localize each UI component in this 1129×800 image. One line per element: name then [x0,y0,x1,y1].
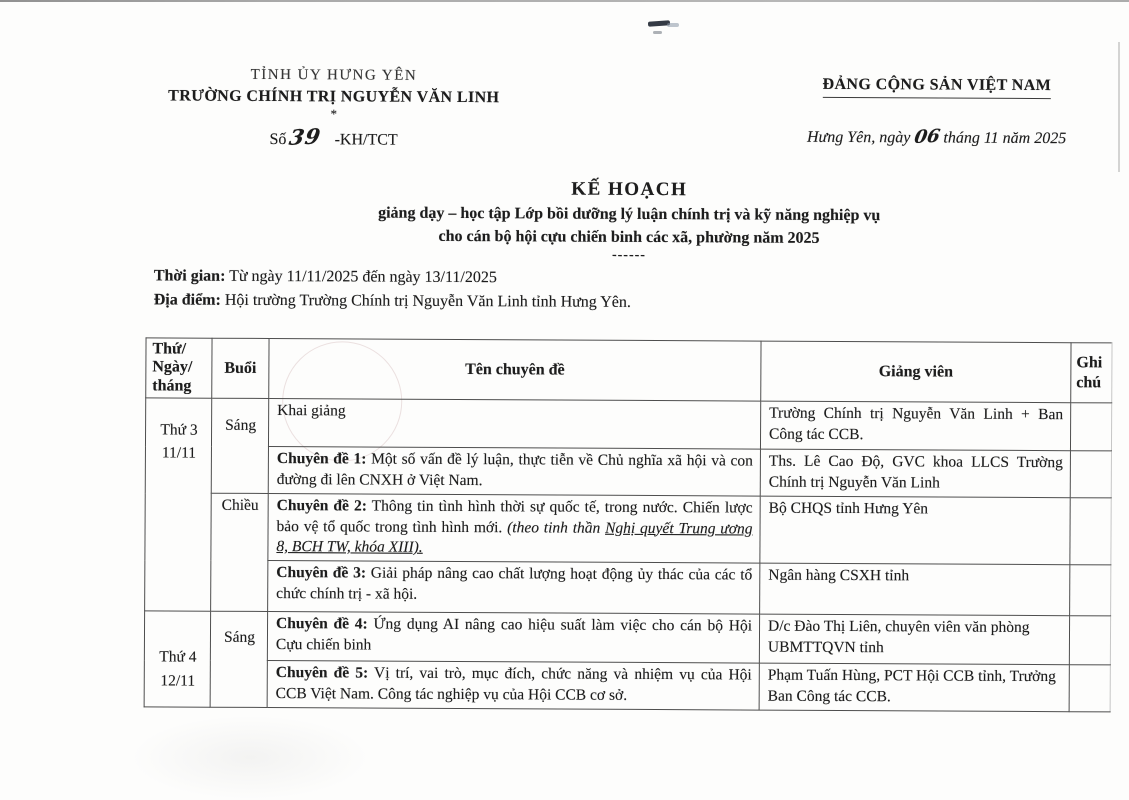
lecturer-cell: Phạm Tuấn Hùng, PCT Hội CCB tỉnh, Trưởng Ban Công tác CCB. [759,664,1069,713]
doc-number-handwritten: 39 [287,123,323,150]
document-title: KẾ HOẠCH [571,178,688,201]
topic-cell [268,561,760,615]
doc-number-prefix: Số [269,130,287,149]
topic-label: Chuyên đề 3: [276,564,367,582]
table-row [145,446,1111,498]
table-row [145,493,1111,565]
column-header-note: Ghi chú [1071,343,1112,403]
topic-text: Thông tin tình hình thời sự quốc tế, trong nước. Chiến lược bảo vệ tổ quốc trong tình hình mới. [276,497,753,536]
lecturer-cell: Ths. Lê Cao Độ, GVC khoa LLCS Trường Chính trị Nguyễn Văn Linh [760,449,1070,498]
issuing-org-block [150,66,518,150]
topic-cell [268,399,760,450]
lecturer-cell: Trường Chính trị Nguyễn Văn Linh + Ban Công tác CCB. [760,401,1070,451]
topic-note-italic: (theo tinh thần [507,518,601,537]
title-block [146,176,1112,266]
topic-cell [267,661,759,711]
lecturer-cell: Ngân hàng CSXH tỉnh [760,564,1070,617]
info-block [154,264,631,314]
lecturer-cell: D/c Đào Thị Liên, chuyên viên văn phòng UBMTTQVN tỉnh [759,615,1069,666]
separator-star: * [330,106,338,122]
document-subtitle-line1: giảng dạy – học tập Lớp bồi dưỡng lý luận chính trị và kỹ năng nghiệp vụ [378,204,881,225]
column-header-day: Thứ/ Ngày/ tháng [146,338,212,399]
day-name: Thứ 3 [160,421,198,439]
topic-label: Chuyên đề 2: [276,497,367,515]
day-cell-wed [144,611,211,707]
day-date: 11/11 [161,444,197,463]
party-motto-block [772,76,1102,149]
document-number-line [150,123,518,150]
note-cell [1070,498,1111,566]
topic-text: Ứng dụng AI nâng cao hiệu suất làm việc cho cán bộ Hội Cựu chiến binh [275,615,753,654]
topic-label: Chuyên đề 1: [276,450,367,468]
org-parent-name: TỈNH ỦY HƯNG YÊN [250,66,418,84]
column-header-lecturer: Giảng viên [761,341,1071,403]
topic-note-underlined: Nghị quyết Trung ương 8, BCH TW, khóa XIII). [276,519,753,556]
title-divider: ------ [611,247,647,263]
table-row [145,560,1111,616]
party-name: ĐẢNG CỘNG SẢN VIỆT NAM [822,76,1051,99]
day-name: Thứ 4 [159,648,197,667]
note-cell [1069,665,1110,712]
schedule-table [144,337,1113,712]
table-row [145,398,1111,451]
date-day-handwritten: 06 [912,125,942,149]
topic-label: Chuyên đề 5: [275,664,369,682]
topic-cell [268,447,760,496]
date-suffix: tháng 11 năm 2025 [943,129,1067,148]
time-label: Thời gian: [153,267,226,285]
session-cell-afternoon: Chiều [211,493,269,612]
date-place-line [772,126,1102,149]
note-cell [1069,616,1110,665]
place-line [154,288,631,314]
column-header-topic: Tên chuyên đề [269,338,761,401]
session-cell-morning: Sáng [211,398,268,493]
topic-label: Chuyên đề 4: [276,615,368,633]
lecturer-cell: Bộ CHQS tỉnh Hưng Yên [760,496,1070,565]
topic-text: Khai giảng [277,402,346,420]
column-header-session: Buổi [212,338,269,398]
session-cell-morning: Sáng [210,612,268,708]
topic-cell [267,612,759,664]
document-subtitle-line2: cho cán bộ hội cựu chiến binh các xã, phường năm 2025 [438,227,820,247]
table-row [144,611,1110,665]
day-cell-tue [145,398,212,612]
topic-text: Vị trí, vai trò, mục đích, chức năng và nhiệm vụ của Hội CCB Việt Nam. Công tác nghiệp vụ của Hội CCB cơ sở. [275,664,752,704]
place-label: Địa điểm: [153,291,221,309]
place-value: Hội trường Trường Chính trị Nguyễn Văn Linh tỉnh Hưng Yên. [224,291,631,311]
table-row [144,660,1110,712]
table-header-row [146,338,1112,403]
date-prefix: Hưng Yên, ngày [806,128,911,147]
org-name: TRƯỜNG CHÍNH TRỊ NGUYỄN VĂN LINH [168,87,500,107]
note-cell [1070,451,1111,498]
time-line [154,264,631,290]
topic-cell [268,494,760,564]
topic-text: Giải pháp nâng cao chất lượng hoạt động ủy thác của các tổ chức chính trị - xã hội. [276,564,753,603]
day-date: 12/11 [160,672,196,690]
time-value: Từ ngày 11/11/2025 đến ngày 13/11/2025 [229,267,497,287]
doc-number-suffix: -KH/TCT [334,131,398,149]
topic-text: Một số vấn đề lý luận, thực tiễn về Chủ nghĩa xã hội và con đường đi lên CNXH ở Việt Nam. [276,450,753,489]
note-cell [1070,403,1111,451]
note-cell [1070,565,1111,616]
